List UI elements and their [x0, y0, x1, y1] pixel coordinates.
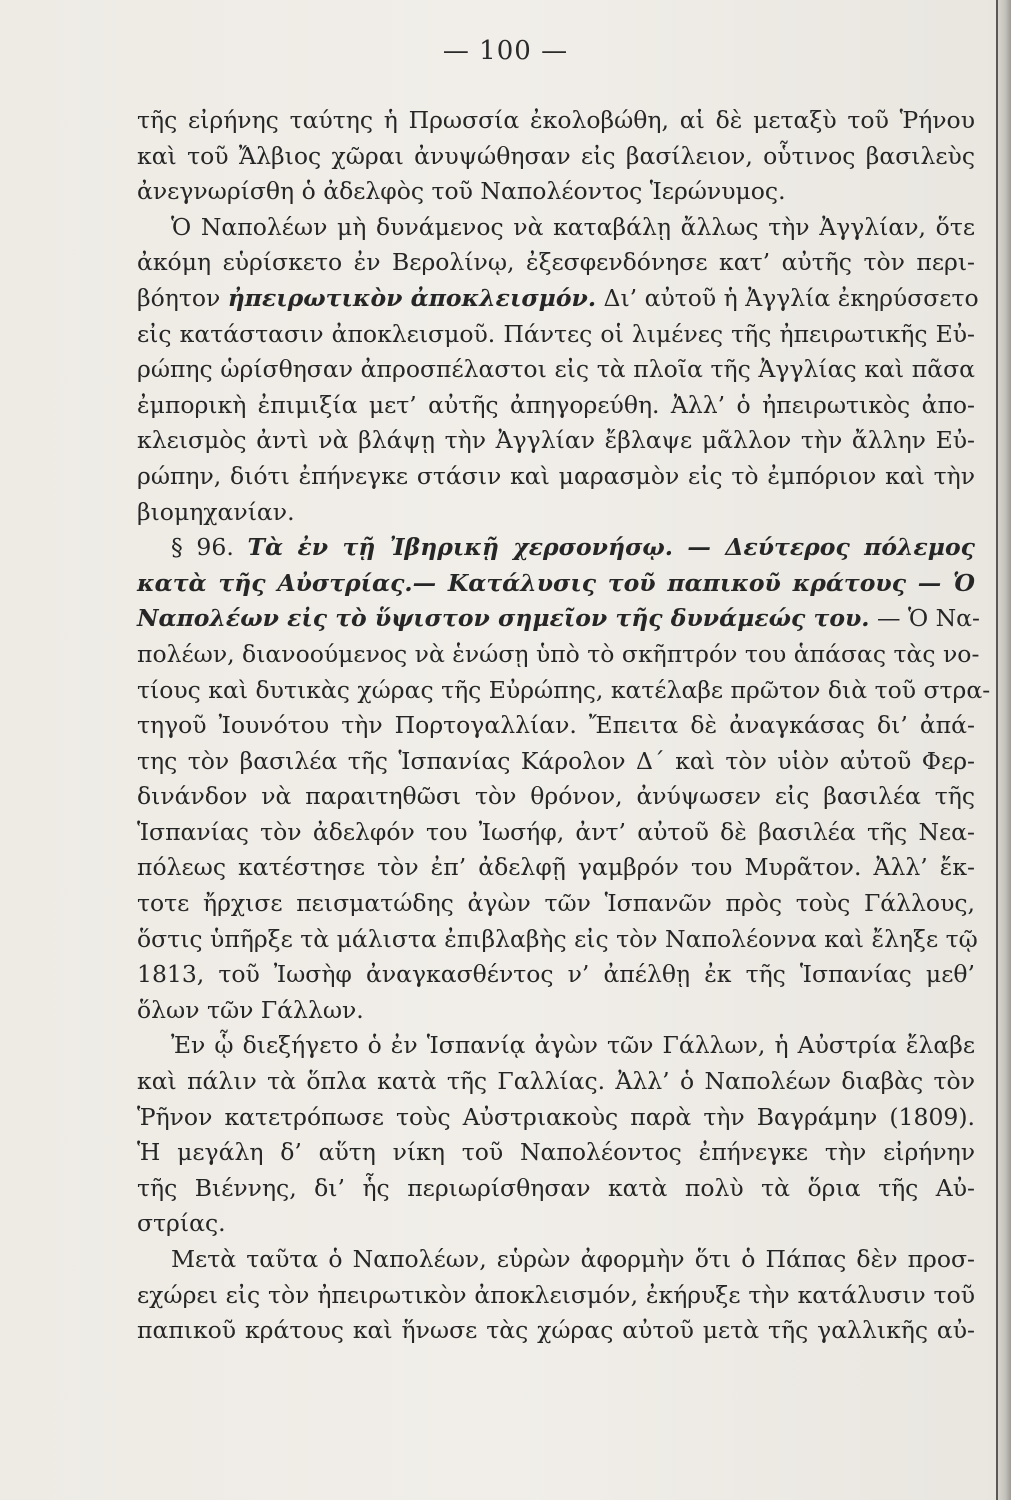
text-line [137, 1135, 975, 1171]
text-line [137, 637, 980, 673]
text-line [137, 1028, 975, 1064]
text-line [137, 1242, 975, 1278]
text-run: τηγοῦ Ἰουνότου τὴν Πορτογαλλίαν. Ἔπειτα δὲ ἀναγκάσας δι’ ἀπά- [137, 711, 975, 740]
text-line [137, 495, 975, 531]
text-run: ὅστις ὑπῆρξε τὰ μάλιστα ἐπιβλαβὴς εἰς τὸν Ναπολέοννα καὶ ἔληξε τῷ [137, 924, 978, 953]
text-run: καὶ τοῦ Ἄλβιος χῶραι ἀνυψώθησαν εἰς βασίλειον, οὗτινος βασιλεὺς [137, 141, 975, 170]
text-run: Ὁ Ναπολέων μὴ δυνάμενος νὰ καταβάλῃ ἄλλως τὴν Ἀγγλίαν, ὅτε [171, 212, 975, 241]
body-text [137, 103, 991, 1349]
text-line [137, 1064, 975, 1100]
text-line [137, 850, 975, 886]
text-line [137, 530, 975, 566]
text-line [137, 281, 979, 317]
text-run: ἐμπορικὴ ἐπιμιξία μετ’ αὐτῆς ἀπηγορεύθη. Ἀλλ’ ὁ ἠπειρωτικὸς ἀπο- [137, 390, 975, 419]
text-run: Μετὰ ταῦτα ὁ Ναπολέων, εὑρὼν ἀφορμὴν ὅτι ὁ Πάπας δὲν προσ- [171, 1245, 975, 1273]
text-run: — Ὁ Να- [869, 604, 980, 633]
text-line [137, 779, 975, 815]
text-run: ρώπης ὡρίσθησαν ἀπροσπέλαστοι εἰς τὰ πλοῖα τῆς Ἀγγλίας καὶ πᾶσα [137, 355, 975, 384]
text-run: καὶ πάλιν τὰ ὅπλα κατὰ τῆς Γαλλίας. Ἀλλ’ ὁ Ναπολέων διαβὰς τὸν [137, 1067, 975, 1096]
text-line [137, 815, 975, 851]
text-run: τίους καὶ δυτικὰς χώρας τῆς Εὐρώπης, κατέλαβε πρῶτον διὰ τοῦ στρα- [137, 675, 991, 704]
text-run: Ἡ μεγάλη δ’ αὕτη νίκη τοῦ Ναπολέοντος ἐπήνεγκε τὴν εἰρήνην [137, 1138, 975, 1167]
text-run: πόλεως κατέστησε τὸν ἐπ’ ἀδελφῇ γαμβρόν του Μυρᾶτον. Ἀλλ’ ἔκ- [137, 853, 975, 882]
bold-italic-run: ἠπειρωτικὸν ἀποκλεισμόν. [227, 283, 597, 312]
text-run: Ῥῆνον κατετρόπωσε τοὺς Αὐστριακοὺς παρὰ τὴν Βαγράμην (1809). [137, 1102, 975, 1131]
text-run: τῆς εἰρήνης ταύτης ἡ Πρωσσία ἐκολοβώθη, αἱ δὲ μεταξὺ τοῦ Ῥήνου [137, 106, 975, 134]
text-line [137, 139, 975, 175]
text-run: της τὸν βασιλέα τῆς Ἱσπανίας Κάρολον Δ΄ καὶ τὸν υἱὸν αὐτοῦ Φερ- [137, 746, 975, 775]
text-line [137, 886, 975, 922]
text-line [137, 1313, 975, 1349]
text-run: βιομηχανίαν. [137, 497, 295, 526]
text-line [137, 423, 975, 459]
text-line [137, 922, 978, 958]
page-edge-shadow [997, 0, 1011, 1500]
text-line [137, 245, 975, 281]
text-line [137, 1206, 975, 1242]
text-line [137, 708, 975, 744]
text-run: εἰς κατάστασιν ἀποκλεισμοῦ. Πάντες οἱ λιμένες τῆς ἠπειρωτικῆς Εὐ- [137, 319, 975, 348]
text-line [137, 957, 975, 993]
text-run: πολέων, διανοούμενος νὰ ἑνώσῃ ὑπὸ τὸ σκῆπτρόν του ἁπάσας τὰς νο- [137, 639, 980, 668]
text-line [137, 673, 991, 709]
text-run: δινάνδον νὰ παραιτηθῶσι τὸν θρόνον, ἀνύψωσεν εἰς βασιλέα τῆς [137, 782, 975, 811]
text-line [137, 352, 975, 388]
text-run: κλεισμὸς ἀντὶ νὰ βλάψῃ τὴν Ἀγγλίαν ἔβλαψε μᾶλλον τὴν ἄλλην Εὐ- [137, 426, 975, 455]
text-run: ὅλων τῶν Γάλλων. [137, 995, 364, 1024]
text-run: βόητον [137, 283, 228, 312]
text-line [137, 1171, 975, 1207]
text-run: τῆς Βιέννης, δι’ ἧς περιωρίσθησαν κατὰ πολὺ τὰ ὅρια τῆς Αὐ- [137, 1173, 975, 1202]
text-run: § 96. [171, 533, 248, 562]
text-run: ρώπην, διότι ἐπήνεγκε στάσιν καὶ μαρασμὸν εἰς τὸ ἐμπόριον καὶ τὴν [137, 461, 975, 490]
text-line [137, 174, 975, 210]
text-run: Δι’ αὐτοῦ ἡ Ἀγγλία ἐκηρύσσετο [596, 283, 979, 312]
text-run: στρίας. [137, 1209, 226, 1238]
page-edge-line [996, 0, 998, 1500]
page-number: — 100 — [442, 36, 569, 66]
text-line [137, 744, 975, 780]
text-run: τοτε ἤρχισε πεισματώδης ἀγὼν τῶν Ἱσπανῶν πρὸς τοὺς Γάλλους, [137, 889, 975, 918]
text-run: εχώρει εἰς τὸν ἠπειρωτικὸν ἀποκλεισμόν, ἐκήρυξε τὴν κατάλυσιν τοῦ [137, 1280, 975, 1309]
text-line [137, 210, 975, 246]
bold-italic-run: Ναπολέων εἰς τὸ ὕψιστον σημεῖον τῆς δυνάμεώς του. [137, 604, 870, 633]
text-line [137, 1100, 975, 1136]
text-run: Ἐν ᾧ διεξήγετο ὁ ἐν Ἱσπανίᾳ ἀγὼν τῶν Γάλλων, ἡ Αὐστρία ἔλαβε [171, 1031, 975, 1060]
bold-italic-run: κατὰ τῆς Αὐστρίας.— Κατάλυσις τοῦ παπικοῦ κράτους — Ὁ [137, 568, 975, 597]
text-line [137, 317, 975, 353]
text-line [137, 103, 975, 139]
text-line [137, 566, 975, 602]
text-run: Ἱσπανίας τὸν ἀδελφόν του Ἰωσήφ, ἀντ’ αὐτοῦ δὲ βασιλέα τῆς Νεα- [137, 817, 975, 846]
text-line [137, 601, 980, 637]
text-run: παπικοῦ κράτους καὶ ἥνωσε τὰς χώρας αὐτοῦ μετὰ τῆς γαλλικῆς αὐ- [137, 1316, 975, 1345]
text-run: ἀνεγνωρίσθη ὁ ἀδελφὸς τοῦ Ναπολέοντος Ἱερώνυμος. [137, 177, 786, 206]
text-line [137, 459, 975, 495]
text-run: ἀκόμη εὑρίσκετο ἐν Βερολίνῳ, ἐξεσφενδόνησε κατ’ αὐτῆς τὸν περι- [137, 248, 975, 277]
bold-italic-run: Τὰ ἐν τῇ Ἰβηρικῇ χερσονήσῳ. — Δεύτερος πόλεμος [247, 533, 975, 562]
text-line [137, 993, 975, 1029]
text-run: 1813, τοῦ Ἰωσὴφ ἀναγκασθέντος ν’ ἀπέλθῃ ἐκ τῆς Ἱσπανίας μεθ’ [137, 960, 975, 989]
text-line [137, 1278, 975, 1314]
text-line [137, 388, 975, 424]
